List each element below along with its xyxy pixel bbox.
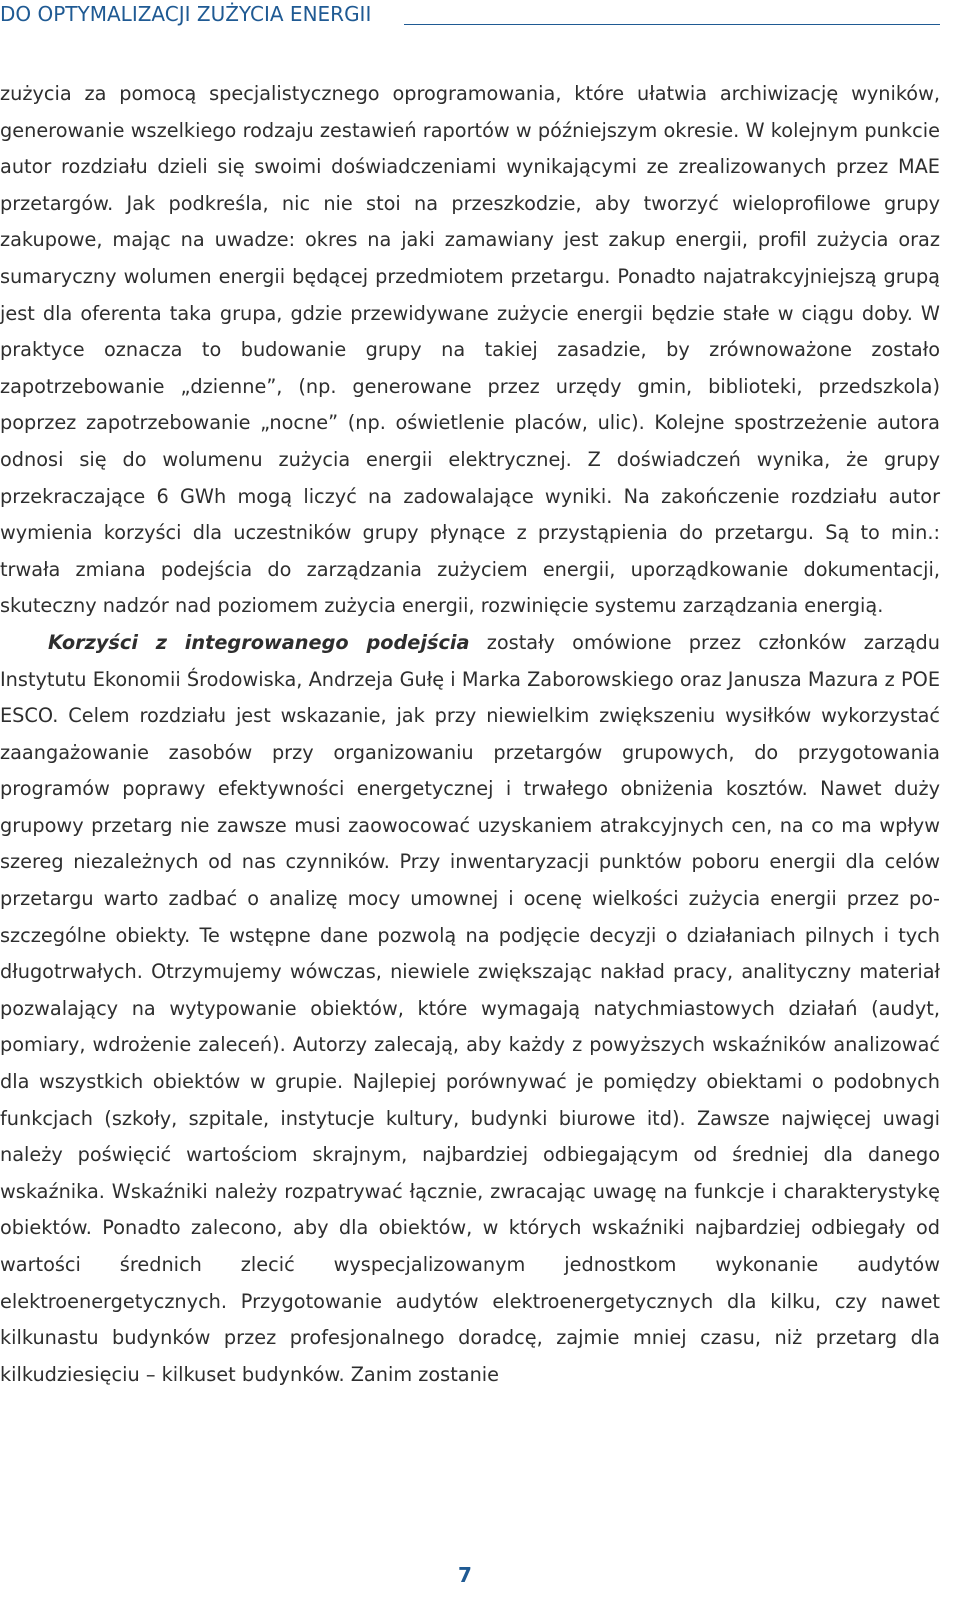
running-header <box>0 0 940 34</box>
paragraph <box>0 625 940 1393</box>
running-header-title: DO OPTYMALIZACJI ZUŻYCIA ENERGII <box>0 2 372 26</box>
emphasis-phrase: Korzyści z integrowanego podejścia <box>48 630 470 654</box>
paragraph-text: zużycia za pomocą specjalistycznego oprogramowania, które ułatwia archiwizację wyników, generowanie wszelkiego rodzaju zestawień raportów w późniejszym okresie. W kolejnym punkcie autor rozdziału dzieli się swoimi doświadczeniami wynikającymi ze zrealizowanych przez MAE przetargów. Jak podkreśla, nic nie stoi na przeszkodzie, aby tworzyć wieloprofilowe grupy zakupowe, mając na uwadze: okres na jaki zamawiany jest zakup energii, profil zużycia oraz sumaryczny wolumen energii będącej przedmiotem przetargu. Ponadto najatrakcyjniejszą grupą jest dla oferenta taka grupa, gdzie przewidywane zużycie energii będzie stałe w ciągu doby. W praktyce oznacza to budowanie grupy na takiej zasadzie, by zrównoważone zostało zapotrzebowanie „dzienne”, (np. generowane przez urzędy gmin, biblioteki, przedszkola) poprzez zapotrzebowanie „nocne” (np. oświetlenie placów, ulic). Kolejne spostrzeżenie autora odnosi się do wolumenu zużycia energii elektrycznej. Z doświadczeń wynika, że grupy przekraczające 6 GWh mogą liczyć na zadowalające wyniki. Na zakończenie rozdziału autor wymienia korzyści dla uczestników grupy płynące z przystąpienia do przetargu. Są to min.: trwała zmiana podejścia do zarządzania zużyciem energii, uporządkowanie dokumentacji, skuteczny nadzór nad poziomem zużycia energii, rozwinięcie systemu zarządzania energią. <box>0 82 940 618</box>
header-rule <box>404 24 940 25</box>
page-number: 7 <box>458 1563 472 1587</box>
body-text <box>0 76 940 1393</box>
paragraph <box>0 76 940 625</box>
paragraph-text: zostały omówione przez członków zarządu Instytutu Ekonomii Środowiska, Andrzeja Gułę i Marka Zaborowskiego oraz Janusza Mazura z POE ESCO. Celem rozdziału jest wskazanie, jak przy niewielkim zwiększeniu wysiłków wykorzystać zaangażowanie zasobów przy organizowaniu przetargów grupowych, do przygotowania programów poprawy efektywności energetycznej i trwałego obniżenia kosztów. Nawet duży grupowy przetarg nie zawsze musi zaowocować uzyskaniem atrakcyjnych cen, na co ma wpływ szereg niezależnych od nas czynników. Przy inwentaryzacji punktów poboru energii dla celów przetargu warto zadbać o analizę mocy umownej i ocenę wielkości zużycia energii przez poszczególne obiekty. Te wstępne dane pozwolą na podjęcie decyzji o działaniach pilnych i tych długotrwałych. Otrzymujemy wówczas, niewiele zwiększając nakład pracy, analityczny materiał pozwalający na wytypowanie obiektów, które wymagają natychmiastowych działań (audyt, pomiary, wdrożenie zaleceń). Autorzy zalecają, aby każdy z powyższych wskaźników analizować dla wszystkich obiektów w grupie. Najlepiej porównywać je pomiędzy obiektami o podobnych funkcjach (szkoły, szpitale, instytucje kultury, budynki biurowe itd). Zawsze najwięcej uwagi należy poświęcić wartościom skrajnym, najbardziej odbiegającym od średniej dla danego wskaźnika. Wskaźniki należy rozpatrywać łącznie, zwracając uwagę na funkcje i charakterystykę obiektów. Ponadto zalecono, aby dla obiektów, w których wskaźniki najbardziej odbiegały od wartości średnich zlecić wyspecjalizowanym jednostkom wykonanie audytów elektroenergetycznych. Przygotowanie audytów elektroenergetycznych dla kilku, czy nawet kilkunastu budynków przez profesjonalnego doradcę, zajmie mniej czasu, niż przetarg dla kilkudziesięciu – kilkuset budynków. Zanim zostanie <box>0 630 941 1386</box>
